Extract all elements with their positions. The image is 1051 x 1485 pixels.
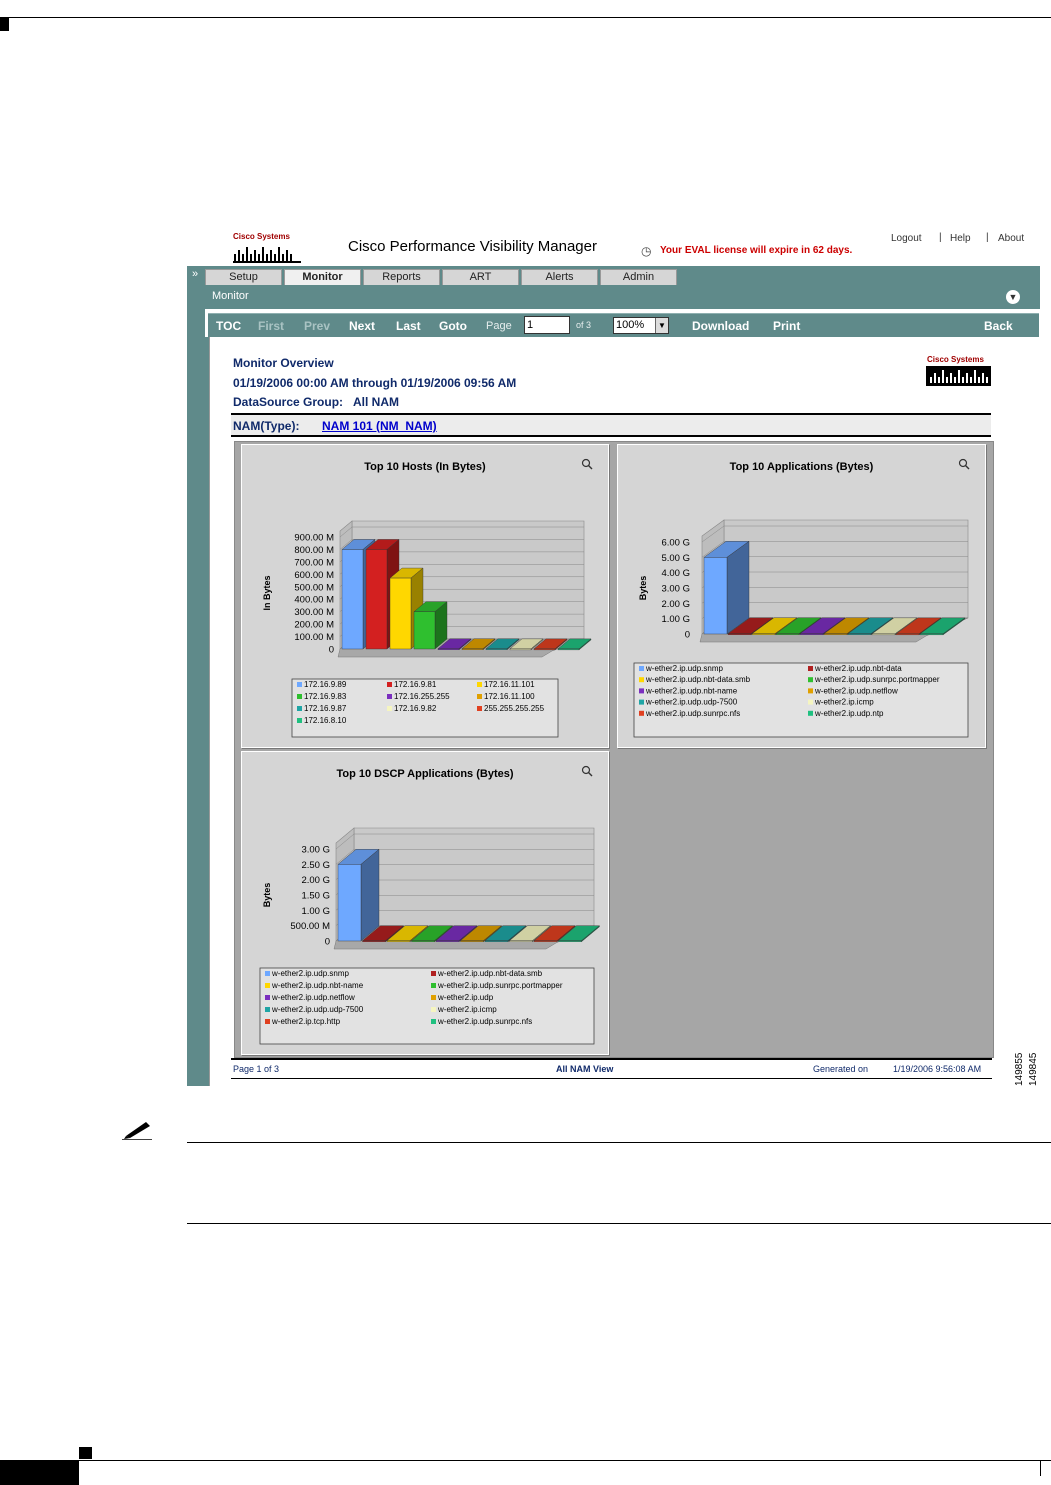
legend-label: w-ether2.ip.udp.sunrpc.nfs (438, 1017, 533, 1026)
report-toolbar (208, 313, 1039, 338)
legend-label: 172.16.255.255 (394, 692, 450, 701)
zoom-value: 100% (616, 319, 645, 331)
legend-label: w-ether2.ip.icmp (815, 697, 874, 707)
top-mark (0, 17, 9, 31)
bar-face (366, 549, 387, 649)
footer-page: Page 1 of 3 (233, 1064, 280, 1074)
y-tick-label: 200.00 M (294, 619, 334, 631)
legend-swatch (431, 1007, 436, 1012)
zoom-icon[interactable] (960, 460, 970, 470)
bar-face (559, 941, 582, 942)
legend-label: 172.16.8.10 (304, 716, 347, 725)
chart-back-wall (354, 828, 594, 926)
applications-chart (618, 445, 985, 747)
legend-swatch (477, 694, 482, 699)
tab-reports[interactable]: Reports (363, 269, 440, 285)
legend-swatch (639, 677, 644, 682)
legend-label: w-ether2.ip.udp.ntp (815, 708, 884, 718)
legend-label: 172.16.9.81 (394, 680, 437, 689)
y-tick-label: 0 (324, 936, 330, 948)
legend-swatch (265, 983, 270, 988)
y-tick-label: 400.00 M (294, 594, 334, 606)
cisco-logo-report-text: Cisco Systems (927, 355, 984, 364)
left-strip (187, 266, 205, 1086)
zoom-select[interactable] (613, 317, 669, 334)
bar-face (436, 941, 459, 942)
legend-label: 255.255.255.255 (484, 704, 545, 713)
bar-face (558, 649, 579, 650)
legend-label: w-ether2.ip.tcp.http (272, 1017, 341, 1026)
bar-face (338, 864, 361, 941)
legend-swatch (387, 682, 392, 687)
bar-face (848, 634, 871, 635)
top-rule (0, 17, 1051, 18)
cisco-logo (233, 230, 303, 264)
legend-swatch (297, 718, 302, 723)
nam-type-link[interactable]: NAM 101 (NM_NAM) (322, 419, 437, 433)
chart-panel-hosts (241, 444, 609, 748)
y-tick-label: 900.00 M (294, 532, 334, 544)
bar-face (510, 649, 531, 650)
y-axis-label: Bytes (638, 575, 648, 601)
legend-label: w-ether2.ip.udp.nbt-data.smb (646, 675, 751, 685)
cisco-logo-report (926, 353, 992, 392)
figure-numbers (1010, 1040, 1046, 1093)
y-tick-label: 2.00 G (301, 875, 330, 887)
legend-swatch (477, 682, 482, 687)
legend-swatch (297, 694, 302, 699)
hosts-chart (242, 445, 608, 747)
chart-panel-applications (617, 444, 986, 748)
legend-label: w-ether2.ip.udp.netflow (272, 993, 355, 1002)
bottom-rule (0, 1460, 1051, 1461)
bar-face (462, 649, 483, 650)
bar-face (461, 941, 484, 942)
y-tick-label: 600.00 M (294, 569, 334, 581)
footer-view: All NAM View (556, 1064, 614, 1074)
legend-label: w-ether2.ip.udp.netflow (815, 686, 898, 696)
bar-face (414, 612, 435, 649)
zoom-icon[interactable] (583, 767, 593, 777)
y-tick-label: 3.00 G (301, 844, 330, 856)
bar-side (361, 849, 379, 941)
y-tick-label: 100.00 M (294, 632, 334, 644)
legend-swatch (431, 995, 436, 1000)
bar-face (872, 634, 895, 635)
legend-label: w-ether2.ip.udp.udp-7500 (646, 697, 738, 707)
bar-face (342, 549, 363, 649)
prev-button[interactable]: Prev (304, 319, 331, 333)
legend-swatch (639, 688, 644, 693)
y-tick-label: 300.00 M (294, 607, 334, 619)
y-tick-label: 5.00 G (661, 552, 690, 564)
bar-side (727, 541, 749, 634)
last-button[interactable]: Last (396, 319, 421, 333)
y-tick-label: 1.50 G (301, 890, 330, 902)
legend-label: w-ether2.ip.udp.nbt-name (272, 981, 364, 990)
legend-label: w-ether2.ip.udp.nbt-name (646, 686, 738, 696)
cisco-logo-text: Cisco Systems (233, 232, 290, 241)
figure-number: 149845 (1028, 1052, 1039, 1086)
legend-swatch (808, 700, 813, 705)
legend-label: w-ether2.ip.udp.snmp (646, 664, 723, 673)
next-button[interactable]: Next (349, 319, 376, 333)
download-button[interactable]: Download (692, 319, 750, 333)
page-label: Page (486, 320, 512, 332)
figure-number: 149855 (1014, 1052, 1025, 1086)
section-bar (205, 285, 1040, 309)
bar-face (896, 634, 919, 635)
y-axis-label: Bytes (262, 882, 272, 908)
legend-swatch (297, 706, 302, 711)
goto-button[interactable]: Goto (439, 319, 467, 333)
chart-panel-dscp (241, 751, 609, 1055)
legend-label: w-ether2.ip.udp.nbt-data.smb (438, 969, 543, 978)
legend-swatch (265, 971, 270, 976)
chevron-down-icon: ▼ (655, 318, 668, 333)
y-tick-label: 500.00 M (290, 921, 330, 933)
legend-label: w-ether2.ip.udp.nbt-data (815, 664, 902, 673)
legend-swatch (808, 666, 813, 671)
legend-swatch (639, 700, 644, 705)
legend-label: 172.16.9.89 (304, 680, 347, 689)
legend-label: 172.16.9.82 (394, 704, 437, 713)
expand-icon[interactable]: » (191, 268, 199, 280)
y-tick-label: 700.00 M (294, 557, 334, 569)
zoom-icon[interactable] (583, 460, 593, 470)
legend-label: w-ether2.ip.icmp (438, 1005, 497, 1014)
bar-face (824, 634, 847, 635)
y-tick-label: 2.00 G (661, 598, 690, 610)
chart-back-wall (724, 520, 968, 618)
footer-rule (231, 1078, 992, 1079)
tab-art[interactable]: ART (442, 269, 519, 285)
y-tick-label: 0 (684, 629, 690, 641)
legend-label: w-ether2.ip.udp.sunrpc.portmapper (815, 675, 940, 685)
legend-swatch (808, 677, 813, 682)
legend-label: w-ether2.ip.udp.sunrpc.nfs (646, 708, 741, 718)
y-tick-label: 6.00 G (661, 537, 690, 549)
legend-swatch (639, 711, 644, 716)
legend-swatch (297, 682, 302, 687)
link-separator: | (939, 232, 942, 243)
legend-swatch (431, 1019, 436, 1024)
bar-face (486, 649, 507, 650)
footer-rule (231, 1058, 992, 1060)
bottom-tab (0, 1460, 79, 1485)
tab-alerts[interactable]: Alerts (521, 269, 598, 285)
y-tick-label: 2.50 G (301, 859, 330, 871)
legend-label: 172.16.11.100 (484, 692, 535, 701)
page-count-label: of 3 (576, 320, 592, 330)
y-tick-label: 4.00 G (661, 568, 690, 580)
bar-face (387, 941, 410, 942)
legend-swatch (477, 706, 482, 711)
link-separator: | (986, 232, 989, 243)
bar (704, 541, 749, 634)
legend-swatch (265, 1019, 270, 1024)
bar-face (363, 941, 386, 942)
logout-link[interactable]: Logout (891, 233, 922, 244)
bar-face (412, 941, 435, 942)
legend-label: 172.16.9.87 (304, 704, 347, 713)
footer-generated-label: Generated on (813, 1064, 869, 1074)
legend-label: 172.16.11.101 (484, 680, 535, 689)
nam-type-label: NAM(Type): (233, 419, 300, 433)
y-tick-label: 3.00 G (661, 583, 690, 595)
legend-swatch (808, 711, 813, 716)
bar-face (704, 557, 727, 634)
dscp-chart (242, 752, 608, 1054)
bar-face (752, 634, 775, 635)
chart-title: Top 10 Hosts (In Bytes) (364, 461, 486, 473)
back-button[interactable]: Back (984, 319, 1013, 333)
bar (338, 849, 379, 941)
legend-label: w-ether2.ip.udp.udp-7500 (272, 1005, 364, 1014)
legend-swatch (265, 995, 270, 1000)
bottom-mark (79, 1447, 92, 1459)
bar-face (510, 941, 533, 942)
legend-label: 172.16.9.83 (304, 692, 347, 701)
y-axis-label: In Bytes (262, 575, 272, 611)
bar-face (800, 634, 823, 635)
first-button[interactable]: First (258, 319, 285, 333)
legend-label: w-ether2.ip.udp.snmp (272, 969, 349, 978)
legend-label: w-ether2.ip.udp (438, 993, 494, 1002)
y-tick-label: 800.00 M (294, 544, 334, 556)
report-title: Monitor Overview (233, 356, 334, 370)
help-link[interactable]: Help (950, 233, 971, 244)
bar-face (390, 578, 411, 649)
eval-license-notice: Your EVAL license will expire in 62 days. (660, 245, 853, 256)
app-title: Cisco Performance Visibility Manager (348, 238, 597, 255)
bar-face (534, 941, 557, 942)
datasource-label: DataSource Group: (233, 395, 344, 409)
note-rule (187, 1223, 1051, 1224)
bar-face (534, 649, 555, 650)
clock-icon: ◷ (641, 244, 652, 258)
legend-swatch (387, 706, 392, 711)
datasource-value: All NAM (353, 395, 399, 409)
footer-generated-value: 1/19/2006 9:56:08 AM (893, 1064, 982, 1074)
report-date-range: 01/19/2006 00:00 AM through 01/19/2006 09:56 AM (233, 376, 517, 390)
chart-title: Top 10 Applications (Bytes) (729, 461, 874, 473)
section-label: Monitor (212, 290, 249, 302)
legend-swatch (639, 666, 644, 671)
y-tick-label: 500.00 M (294, 582, 334, 594)
about-link[interactable]: About (998, 233, 1025, 244)
bar-face (485, 941, 508, 942)
bottom-tick (1040, 1460, 1041, 1476)
y-tick-label: 0 (328, 644, 334, 656)
legend-swatch (387, 694, 392, 699)
note-rule (187, 1142, 1051, 1143)
tab-monitor[interactable]: Monitor (284, 269, 361, 285)
toc-button[interactable]: TOC (216, 319, 242, 333)
y-tick-label: 1.00 G (301, 905, 330, 917)
legend-swatch (808, 688, 813, 693)
tab-admin[interactable]: Admin (600, 269, 677, 285)
legend-swatch (431, 971, 436, 976)
legend-label: w-ether2.ip.udp.sunrpc.portmapper (438, 981, 563, 990)
bar-face (438, 649, 459, 650)
collapse-icon[interactable]: ▼ (1006, 290, 1020, 304)
bar-face (920, 634, 943, 635)
y-tick-label: 1.00 G (661, 614, 690, 626)
tab-setup[interactable]: Setup (205, 269, 282, 285)
bar-face (728, 634, 751, 635)
tab-bar (205, 266, 1040, 285)
page-number-input[interactable] (524, 316, 570, 334)
chart-title: Top 10 DSCP Applications (Bytes) (336, 768, 514, 780)
legend-swatch (431, 983, 436, 988)
print-button[interactable]: Print (773, 319, 801, 333)
bar-face (776, 634, 799, 635)
pencil-icon (122, 1118, 154, 1145)
legend-swatch (265, 1007, 270, 1012)
bar (414, 602, 447, 649)
